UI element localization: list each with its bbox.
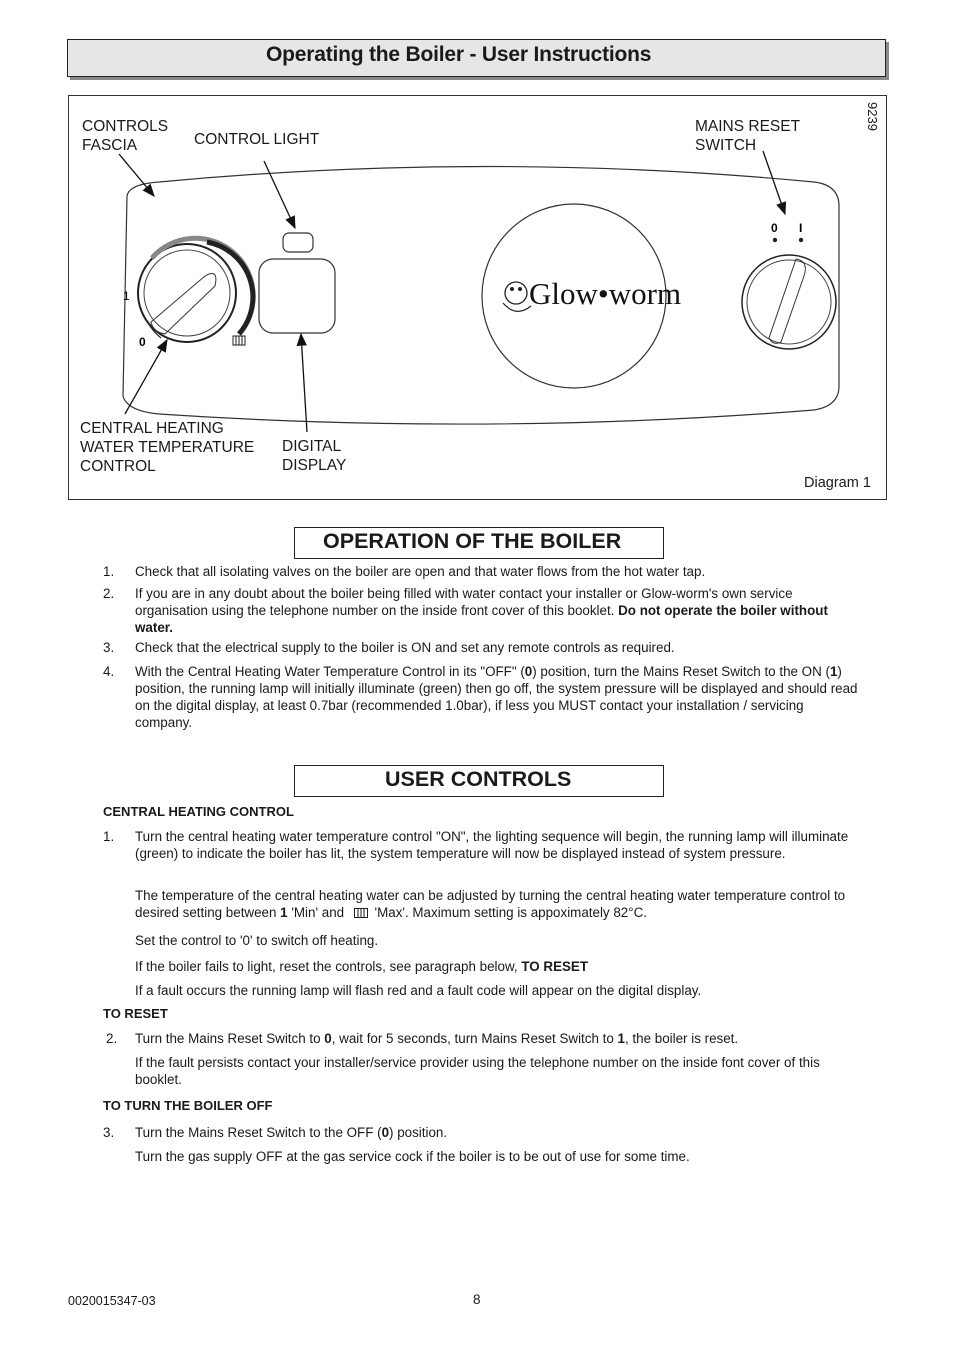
label-controls-fascia: CONTROLS FASCIA xyxy=(82,118,169,154)
temperature-paragraph: The temperature of the central heating water can be adjusted by turning the central heating water temperature control to desired setting between 1 'Min' and 'Max'. Maximum setting is appoximately 82°C. xyxy=(135,888,846,920)
fault-paragraph: If a fault occurs the running lamp will flash red and a fault code will appear on the digital display. xyxy=(135,983,702,998)
control-light xyxy=(283,233,313,252)
to-reset-heading: TO RESET xyxy=(103,1006,168,1021)
user-controls-heading-box xyxy=(294,765,664,797)
page-title-bar xyxy=(67,39,886,77)
controls-diagram xyxy=(68,95,887,500)
operation-heading: OPERATION OF THE BOILER xyxy=(323,529,622,553)
set-zero-paragraph: Set the control to '0' to switch off heating. xyxy=(135,933,379,948)
dial-mark-one: 1 xyxy=(123,289,130,303)
gas-supply-paragraph: Turn the gas supply OFF at the gas service cock if the boiler is to be out of use for some time. xyxy=(135,1149,690,1164)
mains-reset-switch xyxy=(742,255,836,349)
arrow-controls-fascia xyxy=(119,154,154,196)
digital-display xyxy=(259,259,335,333)
temperature-dial xyxy=(138,238,253,342)
label-central-heating-control: CENTRAL HEATING WATER TEMPERATURE CONTROL xyxy=(80,420,255,475)
dial-mark-zero: 0 xyxy=(139,335,146,349)
user-controls-heading: USER CONTROLS xyxy=(385,767,572,791)
arrow-control-light xyxy=(264,161,295,228)
radiator-icon xyxy=(354,905,368,914)
document-number: 0020015347-03 xyxy=(68,1294,156,1308)
radiator-icon xyxy=(233,336,245,345)
turn-off-heading: TO TURN THE BOILER OFF xyxy=(103,1098,273,1113)
arrow-mains-reset xyxy=(763,151,785,214)
glow-worm-logo xyxy=(503,276,681,311)
central-heating-heading: CENTRAL HEATING CONTROL xyxy=(103,804,294,819)
fails-to-light-paragraph: If the boiler fails to light, reset the controls, see paragraph below, TO RESET xyxy=(135,959,589,974)
operation-heading-box xyxy=(294,527,664,559)
arrow-digital-display xyxy=(301,334,307,432)
page-title: Operating the Boiler - User Instructions xyxy=(266,43,652,66)
diagram-code: 9239 xyxy=(865,102,880,131)
brand-name: Glow•worm xyxy=(529,276,682,311)
page-number: 8 xyxy=(473,1292,481,1307)
label-digital-display: DIGITAL DISPLAY xyxy=(282,438,347,474)
label-mains-reset-switch: MAINS RESET SWITCH xyxy=(695,118,801,154)
fault-persists-paragraph: If the fault persists contact your installer/service provider using the telephone number on the inside font cover of this booklet. xyxy=(135,1055,820,1087)
arrow-temperature-control xyxy=(125,340,167,414)
label-control-light: CONTROL LIGHT xyxy=(194,131,320,148)
switch-mark-zero: 0 xyxy=(771,221,778,235)
diagram-caption: Diagram 1 xyxy=(804,475,871,491)
switch-mark-one: I xyxy=(799,221,803,235)
